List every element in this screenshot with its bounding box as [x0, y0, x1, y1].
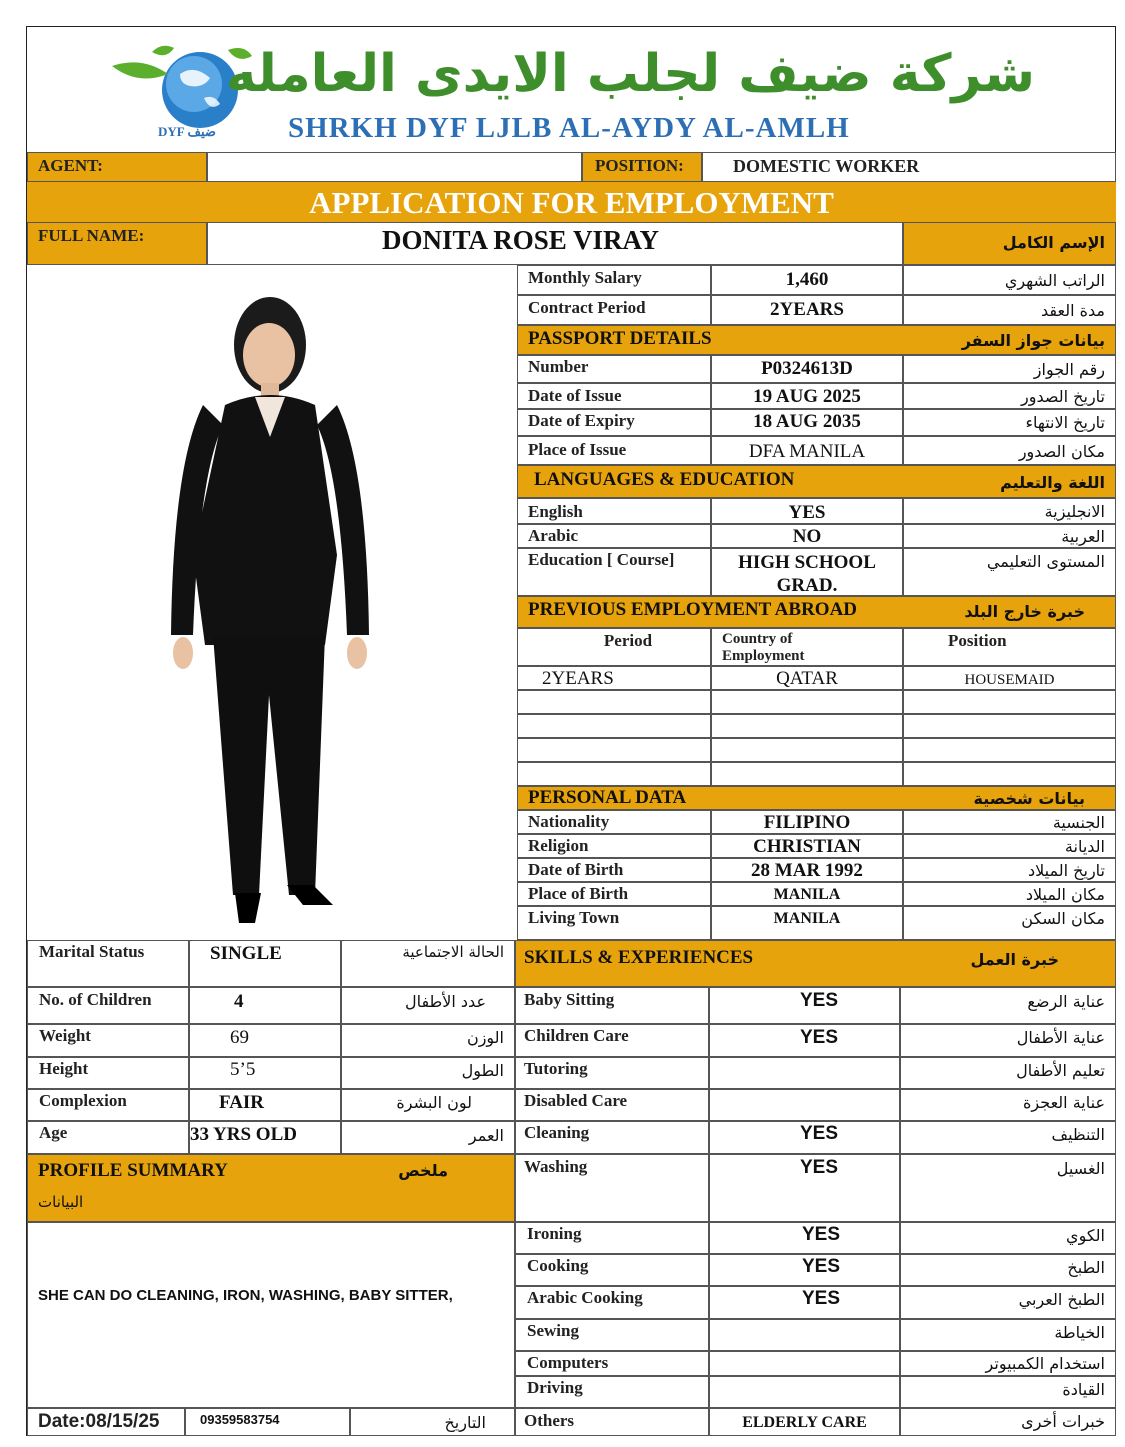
full-name-label-cell: [27, 222, 207, 265]
employment-empty-cell: [903, 714, 1116, 738]
position-label: POSITION:: [595, 156, 684, 175]
skill-label-cell: [515, 1222, 709, 1254]
personal-label-cell: [517, 858, 711, 882]
washing-value: YES: [800, 1157, 839, 1178]
cleaning-label: Cleaning: [524, 1123, 590, 1142]
contract-label-cell: [517, 295, 711, 325]
passport-arabic-title: بيانات جواز السفر: [961, 331, 1105, 350]
ironing-value: YES: [802, 1224, 841, 1245]
position-header: Position: [948, 631, 1007, 650]
children-value: 4: [234, 991, 244, 1012]
education-value-cell: [711, 548, 903, 596]
height-label: Height: [39, 1059, 89, 1078]
employment-cell: [517, 666, 711, 690]
sewing-value: [709, 1319, 900, 1351]
marital-status-arabic: الحالة الاجتماعية: [402, 943, 504, 961]
monthly-salary-value: 1,460: [711, 265, 903, 295]
skill-value-cell: [709, 1024, 900, 1057]
ironing-arabic: الكوي: [1066, 1226, 1105, 1245]
complexion-arabic: لون البشرة: [396, 1093, 472, 1112]
skill-label-cell: [515, 1057, 709, 1089]
employment-header-cell: [517, 628, 711, 666]
skill-label-cell: [515, 1351, 709, 1376]
company-name-arabic: شركة ضيف لجلب الايدى العامله: [225, 44, 1035, 104]
personal-arabic-cell: [903, 834, 1116, 858]
physical-label-cell: [27, 987, 189, 1024]
sewing-label: Sewing: [527, 1321, 579, 1340]
place-of-birth-arabic: مكان الميلاد: [1025, 885, 1105, 904]
physical-label-cell: [27, 1057, 189, 1089]
language-label-cell: [517, 498, 711, 524]
washing-arabic: الغسيل: [1056, 1159, 1105, 1178]
profile-title: PROFILE SUMMARY: [38, 1160, 228, 1181]
religion-value: CHRISTIAN: [711, 834, 903, 858]
tutoring-value: [709, 1057, 900, 1089]
computers-label: Computers: [527, 1353, 609, 1372]
skill-label-cell: [515, 1254, 709, 1286]
place-of-issue-arabic: مكان الصدور: [1018, 442, 1105, 461]
height-arabic: الطول: [461, 1061, 504, 1080]
employment-arabic-title: خبرة خارج البلد: [964, 602, 1085, 621]
physical-arabic-cell: [341, 1024, 515, 1057]
country-header: Country of Employment: [722, 631, 805, 664]
arabic-cooking-arabic: الطبخ العربي: [1018, 1290, 1105, 1309]
computers-value: [709, 1351, 900, 1376]
passport-number-arabic: رقم الجواز: [1033, 360, 1105, 379]
skill-arabic-cell: [900, 1319, 1116, 1351]
skill-arabic-cell: [900, 1121, 1116, 1154]
languages-title: LANGUAGES & EDUCATION: [534, 469, 795, 490]
baby-sitting-arabic: عناية الرضع: [1027, 992, 1105, 1011]
tutoring-label: Tutoring: [524, 1059, 588, 1078]
english-label: English: [528, 502, 583, 521]
physical-value-cell: [189, 1089, 341, 1121]
contract-period-value: 2YEARS: [711, 295, 903, 325]
profile-body: [27, 1222, 515, 1408]
cleaning-arabic: التنظيف: [1051, 1125, 1105, 1144]
employment-header-cell: [711, 628, 903, 666]
skill-value-cell: [709, 1154, 900, 1222]
weight-label: Weight: [39, 1026, 91, 1045]
profile-arabic-title: ملخص: [398, 1161, 448, 1180]
date-of-issue-label: Date of Issue: [528, 386, 622, 405]
skills-arabic-title: خبرة العمل: [970, 950, 1059, 969]
employment-empty-cell: [517, 714, 711, 738]
others-label: Others: [524, 1411, 575, 1430]
profile-arabic-subtitle: البيانات: [38, 1193, 84, 1211]
form-title: APPLICATION FOR EMPLOYMENT: [309, 185, 834, 220]
skill-arabic-cell: [900, 1286, 1116, 1319]
footer-phone-cell: [185, 1408, 350, 1436]
skill-value-cell: [709, 1121, 900, 1154]
baby-sitting-label: Baby Sitting: [524, 990, 615, 1009]
footer-arabic-cell: [350, 1408, 515, 1436]
date-of-issue-arabic: تاريخ الصدور: [1021, 387, 1105, 406]
driving-label: Driving: [527, 1378, 583, 1397]
physical-value-cell: [189, 1024, 341, 1057]
personal-arabic-title: بيانات شخصية: [973, 789, 1085, 808]
disabled-care-arabic: عناية العجزة: [1023, 1093, 1105, 1112]
skill-arabic-cell: [900, 1057, 1116, 1089]
complexion-label: Complexion: [39, 1091, 127, 1110]
cooking-value: YES: [802, 1256, 841, 1277]
skill-label-cell: [515, 1089, 709, 1121]
logo-caption: DYF ضيف: [158, 124, 216, 139]
skill-label-cell: [515, 1286, 709, 1319]
employment-period: 2YEARS: [542, 668, 614, 689]
physical-arabic-cell: [341, 987, 515, 1024]
employment-empty-cell: [903, 762, 1116, 786]
physical-value-cell: [189, 1057, 341, 1089]
physical-arabic-cell: [341, 1121, 515, 1154]
physical-value-cell: [189, 987, 341, 1024]
children-care-label: Children Care: [524, 1026, 629, 1045]
personal-label-cell: [517, 882, 711, 906]
washing-label: Washing: [524, 1157, 588, 1176]
position-field: [702, 152, 1116, 182]
employment-empty-cell: [903, 738, 1116, 762]
footer-date: Date:08/15/25: [38, 1411, 160, 1432]
marital-status-value: SINGLE: [210, 943, 282, 964]
passport-label-cell: [517, 355, 711, 383]
position-value: DOMESTIC WORKER: [733, 156, 920, 176]
living-town-label: Living Town: [528, 908, 620, 927]
physical-arabic-cell: [341, 1057, 515, 1089]
employment-empty-cell: [517, 738, 711, 762]
passport-title: PASSPORT DETAILS: [528, 328, 712, 349]
skill-value-cell: [709, 1254, 900, 1286]
skill-arabic-cell: [900, 1254, 1116, 1286]
personal-arabic-cell: [903, 810, 1116, 834]
contract-arabic-cell: [903, 295, 1116, 325]
passport-arabic-cell: [903, 409, 1116, 436]
weight-arabic: الوزن: [466, 1028, 504, 1047]
language-label-cell: [517, 524, 711, 548]
driving-value: [709, 1376, 900, 1408]
ironing-label: Ironing: [527, 1224, 582, 1243]
date-of-birth-arabic: تاريخ الميلاد: [1028, 861, 1105, 880]
skill-value-cell: [709, 987, 900, 1024]
disabled-care-value: [709, 1089, 900, 1121]
skills-title: SKILLS & EXPERIENCES: [524, 947, 754, 968]
language-arabic-cell: [903, 548, 1116, 596]
english-arabic: الانجليزية: [1044, 502, 1105, 521]
full-name-arabic-cell: [903, 222, 1116, 265]
age-arabic: العمر: [468, 1126, 504, 1145]
agent-field: [207, 152, 582, 182]
arabic-cooking-label: Arabic Cooking: [527, 1288, 643, 1307]
passport-arabic-cell: [903, 355, 1116, 383]
children-arabic: عدد الأطفال: [404, 992, 486, 1011]
skill-arabic-cell: [900, 1408, 1116, 1436]
passport-arabic-cell: [903, 383, 1116, 409]
skill-label-cell: [515, 1408, 709, 1436]
full-name-label: FULL NAME:: [38, 226, 145, 245]
date-of-issue-value: 19 AUG 2025: [711, 383, 903, 409]
religion-arabic: الديانة: [1064, 837, 1105, 856]
physical-label-cell: [27, 1089, 189, 1121]
skill-arabic-cell: [900, 1024, 1116, 1057]
skill-arabic-cell: [900, 1351, 1116, 1376]
education-value: HIGH SCHOOL GRAD.: [738, 552, 876, 596]
employment-title: PREVIOUS EMPLOYMENT ABROAD: [528, 599, 858, 620]
date-of-birth-value: 28 MAR 1992: [711, 858, 903, 882]
employment-country: QATAR: [711, 666, 903, 690]
passport-label-cell: [517, 383, 711, 409]
passport-label-cell: [517, 409, 711, 436]
skill-value-cell: [709, 1286, 900, 1319]
skill-label-cell: [515, 1319, 709, 1351]
position-label-cell: [582, 152, 702, 182]
arabic-label: Arabic: [528, 526, 579, 545]
date-of-expiry-arabic: تاريخ الانتهاء: [1025, 413, 1105, 432]
footer-arabic-date: التاريخ: [444, 1413, 486, 1432]
full-name-arabic: الإسم الكامل: [1002, 233, 1105, 252]
age-value: 33 YRS OLD: [190, 1124, 297, 1145]
company-name-english: SHRKH DYF LJLB AL-AYDY AL-AMLH: [288, 112, 850, 144]
skill-arabic-cell: [900, 1154, 1116, 1222]
language-arabic-cell: [903, 524, 1116, 548]
skill-label-cell: [515, 1154, 709, 1222]
living-town-arabic: مكان السكن: [1021, 909, 1105, 928]
personal-arabic-cell: [903, 858, 1116, 882]
arabic-value: NO: [711, 524, 903, 548]
employment-empty-cell: [517, 690, 711, 714]
personal-arabic-cell: [903, 882, 1116, 906]
passport-number-label: Number: [528, 357, 589, 376]
sewing-arabic: الخياطة: [1054, 1323, 1105, 1342]
age-label: Age: [39, 1123, 68, 1142]
arabic-arabic: العربية: [1061, 527, 1105, 546]
full-name-value: DONITA ROSE VIRAY: [381, 225, 660, 255]
nationality-arabic: الجنسية: [1052, 813, 1105, 832]
language-arabic-cell: [903, 498, 1116, 524]
children-care-value: YES: [800, 1027, 839, 1048]
passport-label-cell: [517, 436, 711, 465]
profile-header: [27, 1154, 515, 1222]
cooking-arabic: الطبخ: [1067, 1258, 1105, 1277]
physical-arabic-cell: [341, 1089, 515, 1121]
personal-label-cell: [517, 810, 711, 834]
profile-text: SHE CAN DO CLEANING, IRON, WASHING, BABY SITTER,: [38, 1287, 453, 1304]
place-of-issue-value: DFA MANILA: [711, 436, 903, 465]
contract-arabic-cell: [903, 265, 1116, 295]
cooking-label: Cooking: [527, 1256, 589, 1275]
place-of-birth-value: MANILA: [711, 882, 903, 906]
physical-value-cell: [189, 940, 341, 987]
employment-empty-cell: [903, 690, 1116, 714]
footer-date-cell: [27, 1408, 185, 1436]
date-of-expiry-value: 18 AUG 2035: [711, 409, 903, 436]
tutoring-arabic: تعليم الأطفال: [1016, 1061, 1105, 1080]
skills-header: [515, 940, 1116, 987]
education-label: Education [ Course]: [528, 550, 675, 569]
monthly-salary-arabic: الراتب الشهري: [1004, 271, 1105, 290]
personal-label-cell: [517, 834, 711, 858]
weight-value: 69: [230, 1027, 249, 1048]
place-of-birth-label: Place of Birth: [528, 884, 629, 903]
employment-empty-cell: [711, 738, 903, 762]
children-label: No. of Children: [39, 990, 152, 1009]
employment-header-cell: [903, 628, 1116, 666]
date-of-birth-label: Date of Birth: [528, 860, 624, 879]
living-town-value: MANILA: [711, 906, 903, 940]
education-arabic: المستوى التعليمي: [986, 552, 1105, 571]
footer-phone: 09359583754: [200, 1412, 280, 1427]
employment-empty-cell: [711, 714, 903, 738]
religion-label: Religion: [528, 836, 589, 855]
skill-arabic-cell: [900, 1089, 1116, 1121]
languages-arabic-title: اللغة والتعليم: [1000, 473, 1105, 492]
monthly-salary-label: Monthly Salary: [528, 268, 642, 287]
period-header: Period: [603, 631, 653, 650]
driving-arabic: القيادة: [1062, 1380, 1105, 1399]
contract-label-cell: [517, 265, 711, 295]
arabic-cooking-value: YES: [802, 1288, 841, 1309]
agent-label: AGENT:: [38, 156, 103, 175]
physical-label-cell: [27, 940, 189, 987]
place-of-issue-label: Place of Issue: [528, 440, 627, 459]
applicant-photo: [165, 285, 375, 940]
height-value: 5’5: [230, 1059, 256, 1080]
skill-arabic-cell: [900, 1376, 1116, 1408]
personal-label-cell: [517, 906, 711, 940]
english-value: YES: [711, 498, 903, 524]
nationality-value: FILIPINO: [711, 810, 903, 834]
agent-label-cell: [27, 152, 207, 182]
baby-sitting-value: YES: [800, 990, 839, 1011]
nationality-label: Nationality: [528, 812, 610, 831]
physical-arabic-cell: [341, 940, 515, 987]
skill-label-cell: [515, 1024, 709, 1057]
contract-period-arabic: مدة العقد: [1041, 301, 1105, 320]
personal-title: PERSONAL DATA: [528, 787, 687, 808]
employment-position: HOUSEMAID: [903, 666, 1116, 690]
others-value: ELDERLY CARE: [709, 1408, 900, 1436]
employment-header: [517, 596, 1116, 628]
disabled-care-label: Disabled Care: [524, 1091, 628, 1110]
physical-label-cell: [27, 1121, 189, 1154]
skill-label-cell: [515, 987, 709, 1024]
children-care-arabic: عناية الأطفال: [1016, 1028, 1105, 1047]
form-title-bar: [27, 182, 1116, 222]
cleaning-value: YES: [800, 1123, 839, 1144]
skill-arabic-cell: [900, 987, 1116, 1024]
physical-value-cell: [189, 1121, 341, 1154]
passport-arabic-cell: [903, 436, 1116, 465]
employment-empty-cell: [517, 762, 711, 786]
personal-arabic-cell: [903, 906, 1116, 940]
passport-number-value: P0324613D: [711, 355, 903, 383]
computers-arabic: استخدام الكمبيوتر: [985, 1354, 1105, 1373]
date-of-expiry-label: Date of Expiry: [528, 411, 635, 430]
employment-empty-cell: [711, 762, 903, 786]
employment-empty-cell: [711, 690, 903, 714]
skill-arabic-cell: [900, 1222, 1116, 1254]
full-name-field: [207, 222, 903, 265]
physical-label-cell: [27, 1024, 189, 1057]
skill-value-cell: [709, 1222, 900, 1254]
passport-header: [517, 325, 1116, 355]
complexion-value: FAIR: [219, 1092, 265, 1113]
skill-label-cell: [515, 1121, 709, 1154]
skill-label-cell: [515, 1376, 709, 1408]
personal-header: [517, 786, 1116, 810]
languages-header: [517, 465, 1116, 498]
others-arabic: خبرات أخرى: [1021, 1412, 1105, 1431]
contract-period-label: Contract Period: [528, 298, 646, 317]
language-label-cell: [517, 548, 711, 596]
marital-status-label: Marital Status: [39, 942, 145, 961]
